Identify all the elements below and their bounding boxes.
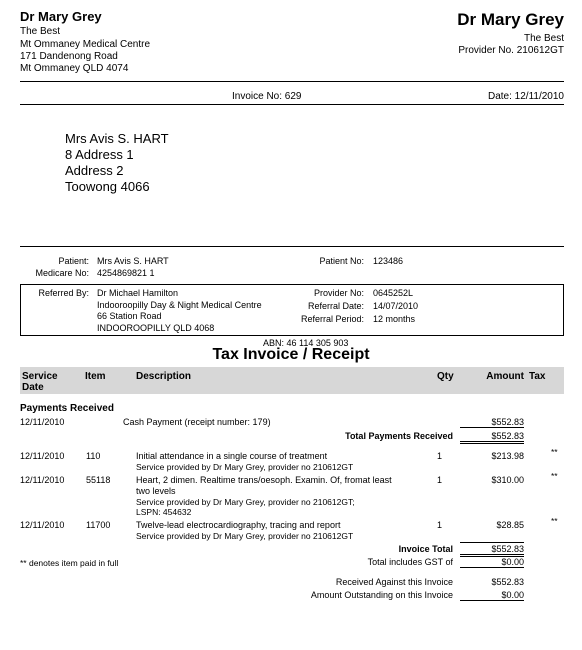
- header-divider: [20, 81, 564, 82]
- patient-value: Mrs Avis S. HART: [97, 256, 169, 266]
- col-tax: Tax: [529, 371, 546, 382]
- service-amount: $28.85: [496, 520, 524, 530]
- service-tax-flag: **: [551, 447, 558, 457]
- patient-divider: [20, 246, 564, 247]
- service-provider-note: Service provided by Dr Mary Grey, provider no 210612GT: [136, 462, 354, 472]
- invoice-number: Invoice No: 629: [232, 91, 302, 102]
- recipient-line-1: 8 Address 1: [65, 147, 134, 162]
- payments-heading: Payments Received: [20, 403, 114, 414]
- col-service-date: [22, 371, 58, 393]
- service-provider-note: Service provided by Dr Mary Grey, provider no 210612GT;: [136, 497, 355, 507]
- col-service-date-line1: Service: [22, 371, 58, 382]
- service-item: 11700: [86, 520, 111, 530]
- referring-doctor-name: Dr Michael Hamilton: [97, 288, 179, 298]
- col-service-date-line2: Date: [22, 382, 44, 393]
- total-payments-label: Total Payments Received: [345, 431, 453, 441]
- col-description: Description: [136, 371, 192, 382]
- payment-date: 12/11/2010: [20, 417, 65, 427]
- practitioner-name: Dr Mary Grey: [20, 9, 102, 24]
- address-line-3: Mt Ommaney QLD 4074: [20, 63, 129, 74]
- medicare-value: 4254869821 1: [97, 268, 155, 278]
- outstanding-value: $0.00: [460, 590, 524, 601]
- invoice-date: Date: 12/11/2010: [488, 91, 564, 102]
- service-description: Initial attendance in a single course of treatment: [136, 451, 328, 461]
- patient-label: Patient:: [58, 256, 89, 266]
- service-date: 12/11/2010: [20, 451, 65, 461]
- payment-description: Cash Payment (receipt number: 179): [123, 417, 271, 427]
- service-qty: 1: [437, 520, 443, 530]
- received-label: Received Against this Invoice: [335, 577, 453, 587]
- service-amount: $310.00: [491, 475, 524, 485]
- referral-period-value: 12 months: [373, 314, 416, 324]
- referring-doctor-suburb: INDOOROOPILLY QLD 4068: [97, 322, 215, 333]
- footnote: ** denotes item paid in full: [20, 558, 119, 568]
- referring-doctor: [97, 288, 262, 334]
- outstanding-label: Amount Outstanding on this Invoice: [310, 590, 453, 600]
- service-tax-flag: **: [551, 471, 558, 481]
- address-line-1: Mt Ommaney Medical Centre: [20, 39, 151, 50]
- recipient-line-3: Toowong 4066: [65, 179, 150, 194]
- service-item: 110: [86, 451, 101, 461]
- provider-number: Provider No. 210612GT: [458, 45, 564, 56]
- service-qty: 1: [437, 451, 443, 461]
- gst-value: $0.00: [460, 557, 524, 568]
- received-value: $552.83: [491, 577, 524, 587]
- service-item: 55118: [86, 475, 111, 485]
- referral-provider-label: Provider No:: [313, 288, 364, 298]
- service-provider-note: Service provided by Dr Mary Grey, provider no 210612GT: [136, 531, 354, 541]
- meta-divider: [20, 104, 564, 105]
- address-line-2: 171 Dandenong Road: [20, 51, 118, 62]
- medicare-label: Medicare No:: [35, 268, 89, 278]
- referral-provider-value: 0645252L: [373, 288, 414, 298]
- referring-doctor-street: 66 Station Road: [97, 311, 162, 321]
- service-description: Heart, 2 dimen. Realtime trans/oesoph. Examin. Of, fromat least: [136, 475, 392, 485]
- invoice-total-value: $552.83: [460, 544, 524, 557]
- referred-by-label: Referred By:: [38, 288, 89, 298]
- service-date: 12/11/2010: [20, 475, 65, 485]
- recipient-address: [65, 131, 169, 195]
- referral-period-label: Referral Period:: [300, 314, 364, 324]
- payment-amount: $552.83: [460, 417, 524, 428]
- abn: ABN: 46 114 305 903: [263, 338, 349, 348]
- referring-doctor-practice: Indooroopilly Day & Night Medical Centre: [97, 299, 262, 310]
- recipient-line-2: Address 2: [65, 163, 124, 178]
- service-description-cont: two levels: [136, 486, 176, 496]
- service-description: Twelve-lead electrocardiography, tracing and report: [136, 520, 341, 530]
- service-date: 12/11/2010: [20, 520, 65, 530]
- service-tax-flag: **: [551, 516, 558, 526]
- invoice-total-label: Invoice Total: [398, 544, 453, 554]
- service-qty: 1: [437, 475, 443, 485]
- patient-no-label: Patient No:: [319, 256, 364, 266]
- referral-date-value: 14/07/2010: [373, 301, 419, 311]
- service-lspn: LSPN: 454632: [136, 507, 192, 517]
- service-amount: $213.98: [491, 451, 524, 461]
- referral-date-label: Referral Date:: [307, 301, 364, 311]
- practitioner-tagline-right: The Best: [523, 33, 564, 44]
- col-qty: Qty: [437, 371, 454, 382]
- gst-label: Total includes GST of: [367, 557, 453, 567]
- practitioner-name-large: Dr Mary Grey: [457, 10, 564, 29]
- invoice-total-rule: [460, 542, 524, 543]
- practitioner-tagline: The Best: [20, 26, 61, 37]
- patient-no-value: 123486: [373, 256, 404, 266]
- document-title: Tax Invoice / Receipt: [212, 346, 370, 363]
- col-item: Item: [85, 371, 106, 382]
- total-payments-value: $552.83: [460, 431, 524, 444]
- recipient-name: Mrs Avis S. HART: [65, 131, 169, 146]
- col-amount: Amount: [486, 371, 524, 382]
